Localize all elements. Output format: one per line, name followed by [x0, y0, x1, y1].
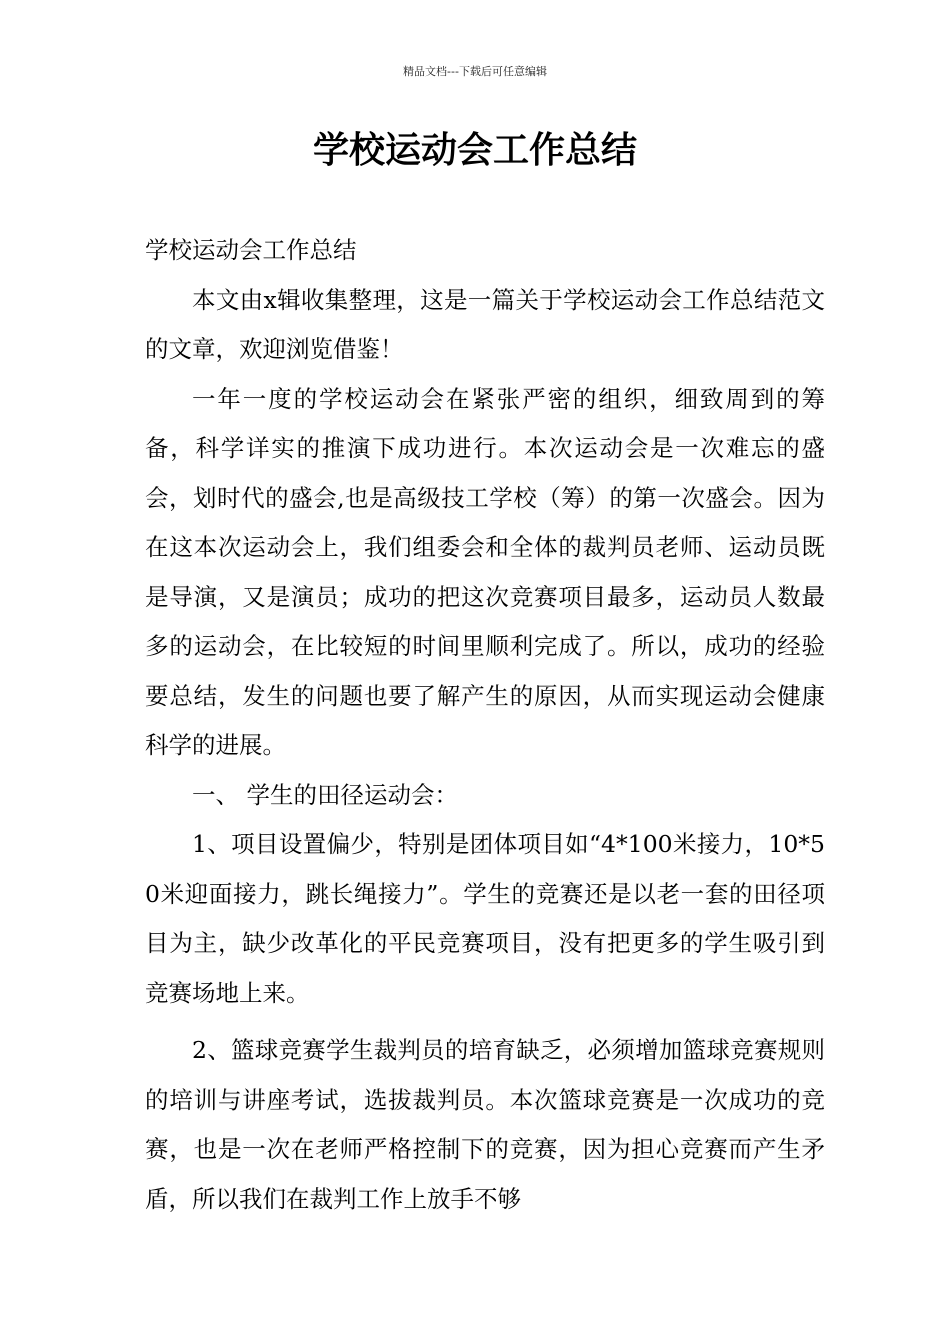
paragraph-intro: 本文由x辑收集整理，这是一篇关于学校运动会工作总结范文的文章，欢迎浏览借鉴！	[145, 285, 825, 363]
paragraph-item-2: 2、篮球竞赛学生裁判员的培育缺乏，必须增加篮球竞赛规则的培训与讲座考试，选拔裁判员。本次篮球竞赛是一次成功的竞赛，也是一次在老师严格控制下的竞赛，因为担心竞赛而产生矛盾，所以我们在裁判工作上放手不够	[145, 1036, 825, 1213]
paragraph-subtitle: 学校运动会工作总结	[145, 236, 357, 264]
header-note: 精品文档---下载后可任意编辑	[403, 65, 547, 78]
paragraph-item-1: 1、项目设置偏少，特别是团体项目如“4*100米接力，10*50米迎面接力，跳长绳接力”。学生的竞赛还是以老一套的田径项目为主，缺少改革化的平民竞赛项目，没有把更多的学生吸引到竞赛场地上来。	[145, 830, 825, 1007]
section-heading: 一、 学生的田径运动会：	[192, 780, 458, 809]
document-body	[145, 226, 825, 1224]
document-title: 学校运动会工作总结	[312, 130, 637, 171]
paragraph-overview: 一年一度的学校运动会在紧张严密的组织，细致周到的筹备，科学详实的推演下成功进行。本次运动会是一次难忘的盛会，划时代的盛会,也是高级技工学校（筹）的第一次盛会。因为在这本次运动会上，我们组委会和全体的裁判员老师、运动员既是导演，又是演员；成功的把这次竞赛项目最多，运动员人数最多的运动会，在比较短的时间里顺利完成了。所以，成功的经验要总结，发生的问题也要了解产生的原因，从而实现运动会健康科学的进展。	[145, 384, 825, 759]
